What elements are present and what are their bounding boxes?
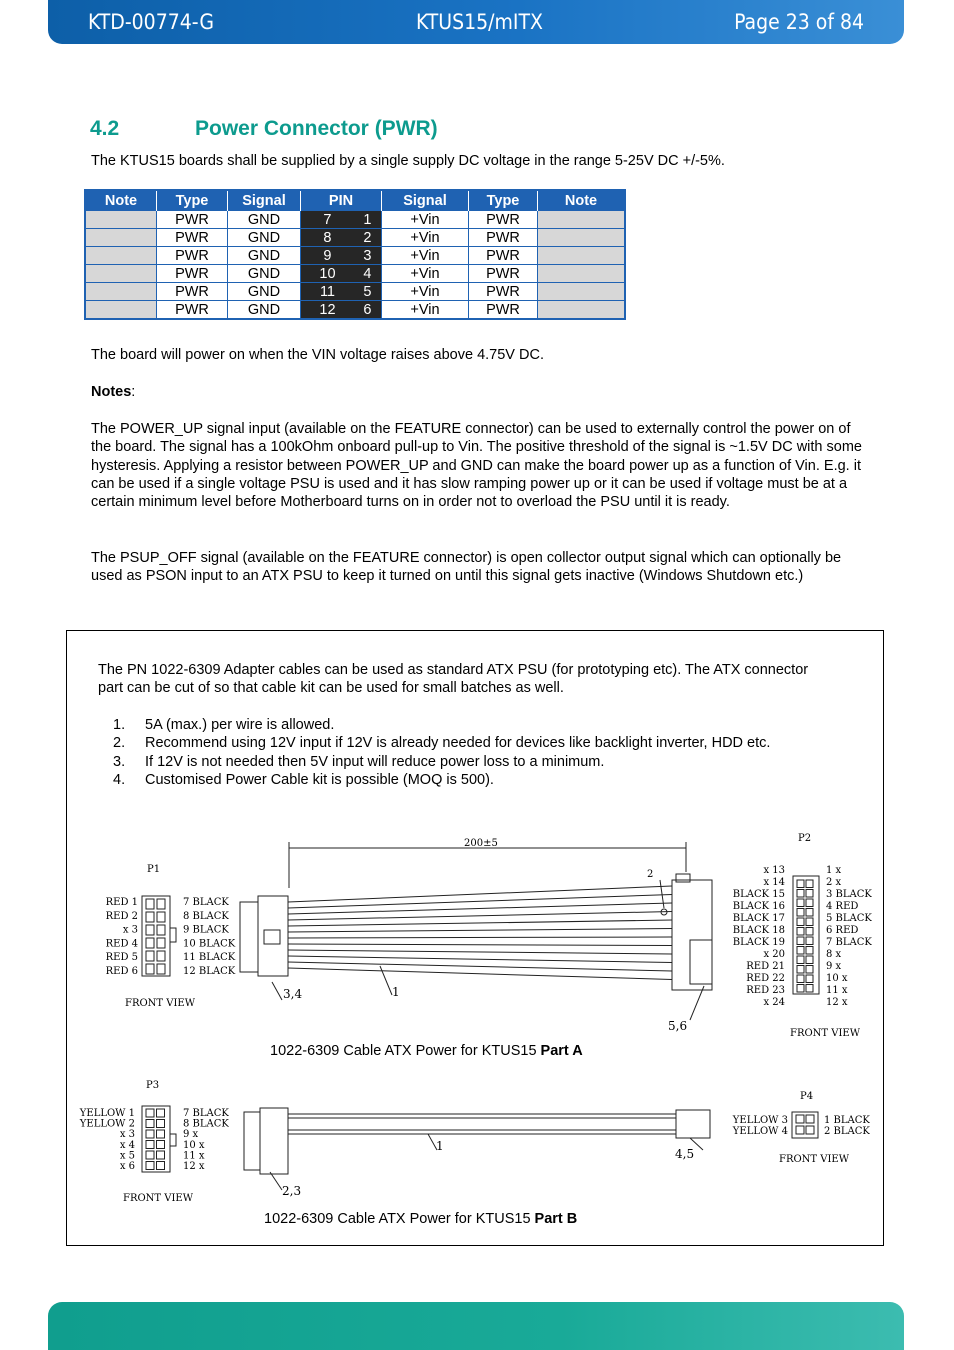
connector-pin	[157, 938, 165, 948]
pin-label: BLACK 17	[732, 913, 785, 924]
p3-front-view-label: FRONT VIEW	[123, 1193, 194, 1204]
type-cell: PWR	[469, 211, 538, 229]
connector-pin	[797, 928, 804, 936]
pin-cell: 11	[301, 283, 354, 301]
pin-label: 7 BLACK	[826, 937, 872, 948]
connector-pin	[157, 1141, 165, 1149]
connector-pin	[806, 956, 813, 964]
p2-front-view-label: FRONT VIEW	[790, 1028, 861, 1039]
signal-cell: GND	[228, 283, 301, 301]
wire	[288, 920, 672, 926]
callout-leader	[690, 986, 704, 1020]
connector-pin	[146, 1151, 154, 1159]
p4-pin	[796, 1115, 804, 1123]
pin-label: 12 x	[183, 1161, 205, 1172]
connector-pin	[806, 928, 813, 936]
pin-label: RED 23	[746, 985, 785, 996]
pin-label: 11 x	[183, 1150, 205, 1162]
notes-label: Notes	[91, 384, 132, 400]
p1-front-view-label: FRONT VIEW	[125, 998, 196, 1009]
connector-pin	[797, 899, 804, 907]
pin-label: RED 1	[105, 897, 138, 908]
connector-pin	[146, 899, 154, 909]
pin-label: x 3	[122, 924, 138, 936]
connector-pin	[157, 899, 165, 909]
connector-pin	[146, 1109, 154, 1117]
pin-cell: 10	[301, 265, 354, 283]
section-number: 4.2	[90, 117, 120, 140]
pin-label: YELLOW 4	[732, 1126, 788, 1137]
connector-pin	[806, 899, 813, 907]
pin-label: 11 x	[826, 985, 848, 996]
pin-label: 8 BLACK	[183, 1118, 229, 1130]
pin-label: YELLOW 3	[732, 1115, 788, 1126]
p2-side-body	[690, 940, 712, 984]
header-type-right: Type	[469, 190, 538, 211]
pin-cell: 9	[301, 247, 354, 265]
pin-label: 8 BLACK	[183, 910, 229, 922]
p1-latch	[170, 928, 176, 942]
pin-label: 10 x	[826, 973, 848, 984]
p3-pin-grid	[146, 1109, 165, 1170]
type-cell: PWR	[469, 265, 538, 283]
pin-label: 7 BLACK	[183, 897, 229, 908]
connector-pin	[157, 951, 165, 961]
pin-cell: 3	[354, 247, 382, 265]
callout-5-6: 5,6	[668, 1019, 688, 1033]
pin-label: x 14	[763, 877, 785, 888]
caption-part-b: 1022-6309 Cable ATX Power for KTUS15 Part B	[264, 1211, 578, 1227]
signal-cell: GND	[228, 301, 301, 320]
connector-pin	[806, 947, 813, 955]
connector-pin	[797, 947, 804, 955]
pin-label: x 20	[763, 949, 785, 960]
header-type-left: Type	[157, 190, 228, 211]
pin-label: RED 2	[105, 910, 138, 922]
power-on-text: The board will power on when the VIN voltage raises above 4.75V DC.	[91, 347, 544, 363]
connector-pin	[146, 1120, 154, 1128]
callout-2-3: 2,3	[282, 1184, 302, 1198]
signal-cell: GND	[228, 247, 301, 265]
p2-label: P2	[798, 833, 812, 844]
pin-label: 6 RED	[826, 925, 859, 936]
pin-cell: 5	[354, 283, 382, 301]
pin-label: 5 BLACK	[826, 913, 872, 924]
p4-pin	[806, 1126, 814, 1134]
connector-pin	[146, 1141, 154, 1149]
section-title: Power Connector (PWR)	[195, 117, 438, 140]
connector-pin	[806, 890, 813, 898]
connector-pin	[806, 975, 813, 983]
pin-label: BLACK 16	[732, 901, 785, 912]
notes-colon: :	[131, 384, 136, 400]
pin-label: 12 x	[826, 997, 848, 1008]
list-item: 3. If 12V is not needed then 5V input will reduce power loss to a minimum.	[113, 754, 605, 770]
pin-label: 9 BLACK	[183, 924, 229, 936]
pin-cell: 1	[354, 211, 382, 229]
pin-cell: 2	[354, 229, 382, 247]
caption-part-a: 1022-6309 Cable ATX Power for KTUS15 Part A	[270, 1043, 583, 1059]
pin-label: RED 4	[105, 938, 138, 950]
connector-pin	[806, 937, 813, 945]
connector-pin	[797, 880, 804, 888]
type-cell: PWR	[157, 283, 228, 301]
pin-label: RED 6	[105, 966, 138, 977]
connector-pin	[806, 985, 813, 993]
type-cell: PWR	[157, 211, 228, 229]
callout-b-1: 1	[436, 1139, 444, 1153]
wire	[288, 944, 672, 946]
wire	[288, 956, 672, 963]
connector-pin	[146, 951, 154, 961]
pin-label: YELLOW 2	[79, 1118, 135, 1130]
p1-side-housing	[258, 896, 288, 976]
power-up-paragraph: The POWER_UP signal input (available on the FEATURE connector) can be used to externally control the power on of the board. The signal has a 100kOhm onboard pull-up to Vin. The positive threshold of the signal is ~1.5V DC with some hysteresis. Applying a resistor between POWER_UP and GND can make the board power up as a function of Vin. E.g. it can be used if a single voltage PSU is used and it has slow ramping power up or it can be used if voltage must be at a certain minimum level before Motherboard turns on in order not to overload the PSU until it is ready.	[91, 421, 862, 511]
pin-label: x 5	[119, 1150, 135, 1162]
p4-side-housing	[676, 1110, 710, 1138]
connector-pin	[797, 890, 804, 898]
pin-label: 9 x	[826, 961, 842, 972]
connector-pin	[797, 937, 804, 945]
pin-label: RED 22	[746, 973, 785, 984]
signal-cell: +Vin	[382, 265, 469, 283]
doc-id: KTD-00774-G	[88, 10, 214, 34]
connector-pin	[797, 975, 804, 983]
pin-label: x 3	[119, 1129, 135, 1141]
pin-label: x 4	[119, 1139, 135, 1151]
page-number: Page 23 of 84	[734, 10, 864, 34]
connector-pin	[806, 966, 813, 974]
pin-label: 10 x	[183, 1139, 205, 1151]
type-cell: PWR	[469, 301, 538, 320]
signal-cell: GND	[228, 211, 301, 229]
pin-label: 7 BLACK	[183, 1108, 229, 1119]
pin-label: x 24	[763, 997, 785, 1008]
signal-cell: +Vin	[382, 211, 469, 229]
connector-pin	[806, 909, 813, 917]
signal-cell: +Vin	[382, 247, 469, 265]
connector-pin	[146, 925, 154, 935]
pin-label: 12 BLACK	[183, 966, 236, 977]
signal-cell: +Vin	[382, 283, 469, 301]
p1-side-latch	[264, 930, 280, 944]
pin-cell: 12	[301, 301, 354, 320]
product-name: KTUS15/mITX	[416, 10, 543, 34]
p4-label: P4	[800, 1091, 814, 1102]
connector-pin	[797, 909, 804, 917]
p3-latch	[170, 1134, 176, 1146]
signal-cell: +Vin	[382, 229, 469, 247]
p4-front-view-label: FRONT VIEW	[779, 1154, 850, 1165]
type-cell: PWR	[469, 283, 538, 301]
pin-label: 10 BLACK	[183, 938, 236, 950]
p4-pin	[796, 1126, 804, 1134]
type-cell: PWR	[469, 247, 538, 265]
connector-pin	[806, 918, 813, 926]
p2-side-tab	[676, 874, 690, 882]
p3-side-housing	[260, 1108, 288, 1174]
connector-pin	[146, 938, 154, 948]
callout-2: 2	[647, 869, 654, 880]
connector-pin	[157, 1151, 165, 1159]
callout-4-5: 4,5	[675, 1147, 695, 1161]
connector-pin	[157, 925, 165, 935]
connector-pin	[146, 1130, 154, 1138]
dimension-label: 200±5	[464, 838, 498, 849]
connector-pin	[157, 1130, 165, 1138]
connector-pin	[157, 1120, 165, 1128]
pin-label: 3 BLACK	[826, 889, 872, 900]
p3-label: P3	[146, 1080, 160, 1091]
wire	[288, 929, 672, 933]
signal-cell: +Vin	[382, 301, 469, 320]
header-note-right: Note	[538, 190, 626, 211]
pin-label: x 13	[763, 865, 785, 876]
connector-pin	[797, 918, 804, 926]
list-item: 1. 5A (max.) per wire is allowed.	[113, 717, 335, 733]
pin-cell: 8	[301, 229, 354, 247]
callout-leader	[380, 966, 392, 995]
wire	[288, 937, 672, 938]
psup-off-paragraph: The PSUP_OFF signal (available on the FEATURE connector) is open collector output signal which can optionally be used as PSON input to an ATX PSU to keep it turned on until this signal gets inactive (Windows Shutdown etc.)	[91, 550, 842, 585]
connector-pin	[157, 1109, 165, 1117]
wire	[288, 950, 672, 954]
p1-side-back	[240, 902, 258, 972]
connector-pin	[146, 912, 154, 922]
connector-pin	[797, 985, 804, 993]
callout-1: 1	[392, 985, 400, 999]
pin-label: 4 RED	[826, 901, 859, 912]
list-item: 2. Recommend using 12V input if 12V is already needed for devices like backlight inverter, HDD etc.	[113, 735, 771, 751]
callout-leader	[270, 1172, 282, 1190]
signal-cell: GND	[228, 265, 301, 283]
pin-label: 11 BLACK	[183, 952, 236, 964]
cable-intro: The PN 1022-6309 Adapter cables can be used as standard ATX PSU (for prototyping etc). The ATX connector part can be cut of so that cable kit can be used for small batches as well.	[98, 662, 809, 697]
connector-pin	[157, 964, 165, 974]
pin-label: 8 x	[826, 949, 842, 960]
connector-pin	[157, 912, 165, 922]
callout-leader	[272, 982, 282, 1000]
connector-pin	[146, 964, 154, 974]
p1-pin-grid	[146, 899, 165, 974]
pin-label: 1 BLACK	[824, 1115, 870, 1126]
connector-pin	[146, 1162, 154, 1170]
connector-pin	[806, 880, 813, 888]
pin-label: RED 5	[105, 952, 138, 964]
pin-label: BLACK 15	[732, 889, 785, 900]
type-cell: PWR	[157, 301, 228, 320]
callout-3-4: 3,4	[283, 987, 303, 1001]
pin-label: 9 x	[183, 1129, 199, 1141]
pin-label: YELLOW 1	[79, 1108, 135, 1119]
intro-paragraph: The KTUS15 boards shall be supplied by a single supply DC voltage in the range 5-25V DC +/-5%.	[91, 153, 725, 169]
type-cell: PWR	[157, 229, 228, 247]
pin-cell: 7	[301, 211, 354, 229]
type-cell: PWR	[157, 265, 228, 283]
pin-cell: 4	[354, 265, 382, 283]
pin-label: 1 x	[826, 865, 842, 876]
pin-cell: 6	[354, 301, 382, 320]
pin-label: x 6	[119, 1161, 135, 1172]
header-signal-right: Signal	[382, 190, 469, 211]
p2-pin-grid	[797, 880, 813, 992]
header-signal-left: Signal	[228, 190, 301, 211]
signal-cell: GND	[228, 229, 301, 247]
connector-pin	[157, 1162, 165, 1170]
pin-label: RED 21	[746, 961, 785, 972]
header-pin: PIN	[301, 190, 382, 211]
p1-label: P1	[147, 864, 161, 875]
type-cell: PWR	[157, 247, 228, 265]
pin-label: 2 x	[826, 877, 842, 888]
type-cell: PWR	[469, 229, 538, 247]
p4-pin	[806, 1115, 814, 1123]
pin-label: BLACK 18	[732, 925, 785, 936]
p3-side-back	[244, 1112, 260, 1170]
pin-label: 2 BLACK	[824, 1126, 870, 1137]
wire	[288, 895, 672, 909]
list-item: 4. Customised Power Cable kit is possible (MOQ is 500).	[113, 772, 494, 788]
header-note-left: Note	[85, 190, 157, 211]
page-footer	[48, 1302, 904, 1350]
connector-pin	[797, 966, 804, 974]
p2-side-housing	[672, 880, 712, 990]
pin-label: BLACK 19	[732, 937, 785, 948]
wire-bundle-a	[288, 886, 672, 980]
wire	[288, 886, 672, 902]
connector-pin	[797, 956, 804, 964]
